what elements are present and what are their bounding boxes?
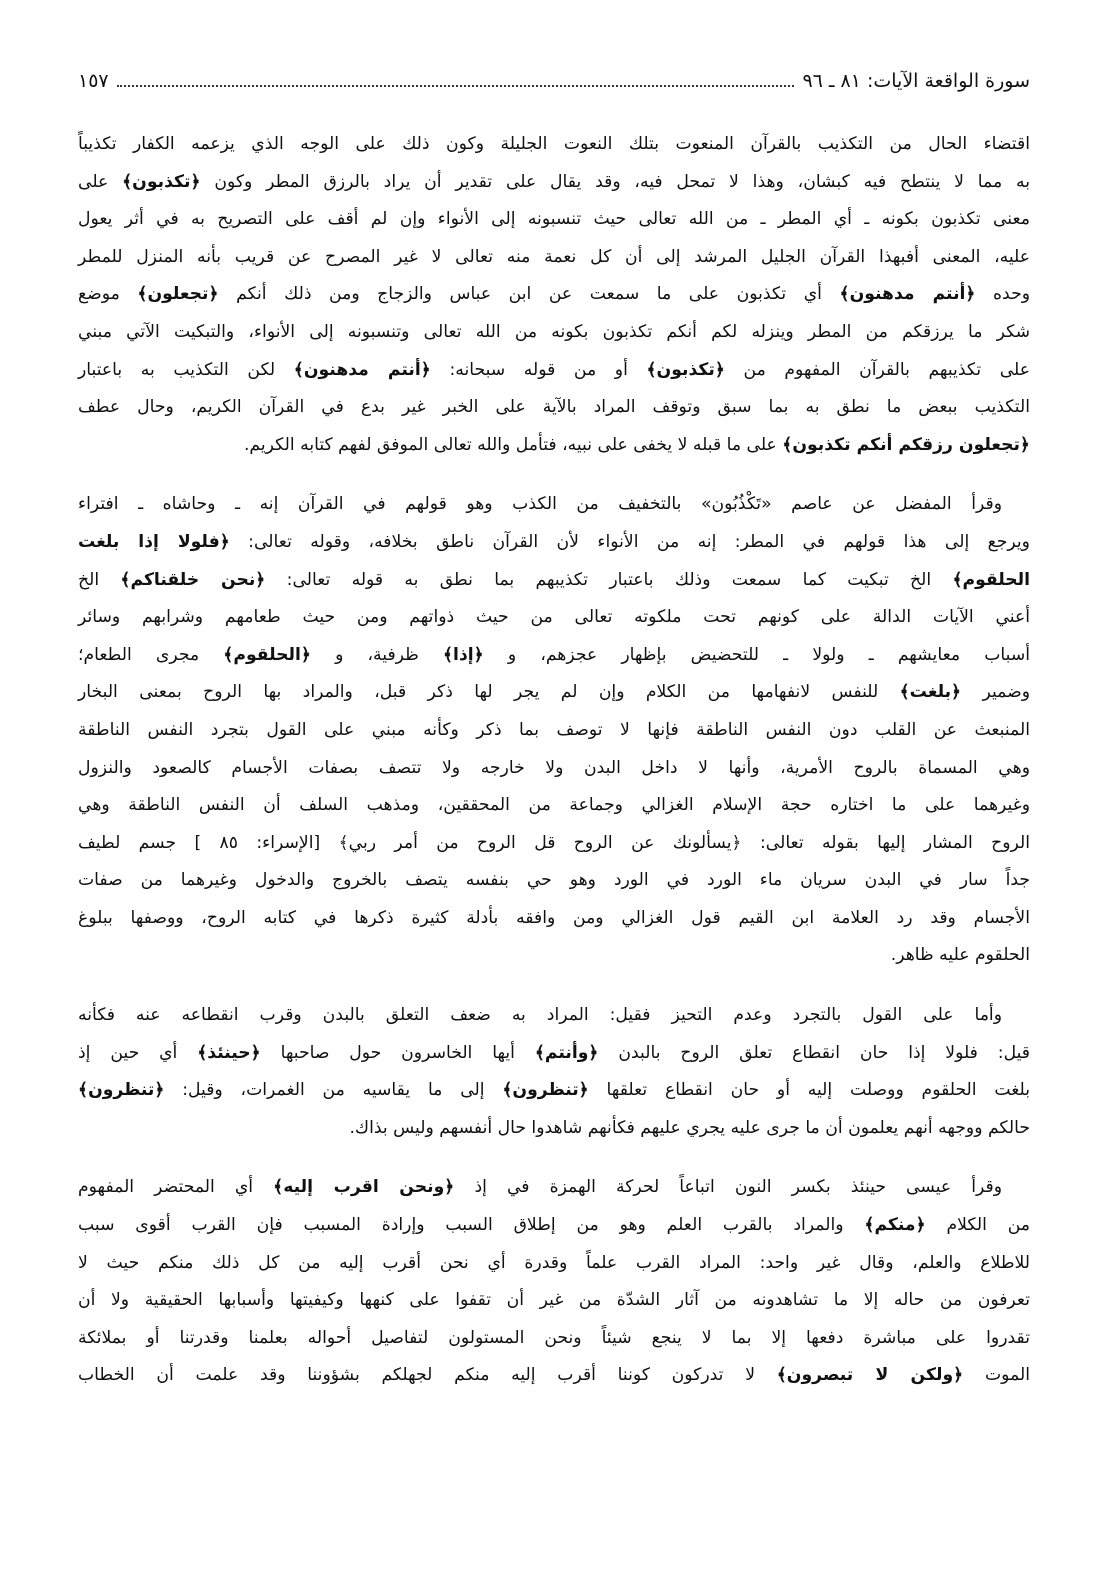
text-line <box>78 239 1030 277</box>
text-line <box>78 997 1030 1035</box>
text-segment: أو من قوله سبحانه: <box>430 359 647 380</box>
text-segment: على <box>78 171 123 192</box>
text-segment: ويرجع إلى هذا قولهم في المطر: إنه من الأنواء لأن القرآن ناطق بخلافه، وقوله تعالى: <box>229 531 1030 552</box>
text-segment: وهي المسماة بالروح الأمرية، وأنها لا داخل البدن ولا خارجه ولا تتصف بصفات الأجسام كالصعود والنزول <box>78 757 1030 778</box>
text-line <box>78 276 1030 314</box>
text-segment: الروح المشار إليها بقوله تعالى: ﴿يسألونك عن الروح قل الروح من أمر ربي﴾ [الإسراء: ٨٥ ] جسم لطيف <box>78 832 1030 853</box>
text-segment: معنى تكذبون بكونه ـ أي المطر ـ من الله تعالى حيث تنسبونه إلى الأنواء وإن لم أقف على التصريح به في أثر يعول <box>78 209 1030 230</box>
text-segment: على تكذيبهم بالقرآن المفهوم من <box>724 359 1030 380</box>
text-line <box>78 825 1030 863</box>
text-segment: تعرفون من حاله إلا ما تشاهدونه من آثار الشدّة من غير أن تقفوا على كنهها وكيفيتها وأسبابها الحقيقية ولا أن <box>78 1290 1030 1311</box>
text-line <box>78 1207 1030 1245</box>
text-segment: من الكلام <box>925 1215 1031 1236</box>
quran-quote: ﴿تكذبون﴾ <box>122 171 201 192</box>
text-segment: وضمير <box>961 682 1031 703</box>
text-segment: عليه، المعنى أفبهذا القرآن الجليل المرشد إلى أن كل نعمة منه تعالى لا غير المصرح عن قريب بأنه المنزل للمطر <box>78 246 1030 267</box>
quran-quote: ﴿تنظرون﴾ <box>78 1080 165 1101</box>
quran-quote: ﴿وأنتم﴾ <box>534 1042 599 1063</box>
text-segment: مجرى الطعام؛ <box>78 644 224 665</box>
text-segment: قيل: فلولا إذا حان انقطاع تعلق الروح بالبدن <box>598 1042 1030 1063</box>
paragraph <box>78 1169 1030 1395</box>
quran-quote: ﴿تجعلون رزقكم أنكم تكذبون﴾ <box>782 434 1030 455</box>
text-segment: الخ تبكيت كما سمعت وذلك باعتبار تكذيبهم بما نطق به قوله تعالى: <box>265 569 953 590</box>
text-line <box>78 427 1030 465</box>
text-segment: أيها الخاسرون حول صاحبها <box>260 1042 535 1063</box>
text-segment: به مما لا ينتطح فيه كبشان، وهذا لا تمحل فيه، وقد يقال على تقدير أن يراد بالرزق المطر وكون <box>200 171 1030 192</box>
text-segment: المنبعث عن القلب دون النفس الناطقة فإنها لا توصف بما ذكر وكأنه مبني على القول بتجرد النفس الناطقة <box>78 719 1030 740</box>
text-line <box>78 1072 1030 1110</box>
text-segment: أسباب معايشهم ـ ولولا ـ للتحضيض بإظهار عجزهم، و <box>483 644 1030 665</box>
text-line <box>78 712 1030 750</box>
text-segment: حالكم ووجهه أنهم يعلمون أن ما جرى عليه يجري عليهم فكأنهم شاهدوا حال أنفسهم وليس بذاك. <box>349 1117 1030 1138</box>
text-segment: أي حين إذ <box>78 1042 198 1063</box>
paragraph <box>78 486 1030 975</box>
text-segment: الموت <box>963 1365 1030 1386</box>
quran-quote: ﴿ونحن اقرب إليه﴾ <box>273 1177 455 1198</box>
quran-quote: ﴿تجعلون﴾ <box>137 284 219 305</box>
text-segment: والمراد بالقرب العلم وهو من إطلاق السبب وإرادة المسبب فإن القرب أقوى سبب <box>78 1215 865 1236</box>
page-number: ١٥٧ <box>78 70 109 92</box>
text-segment: الحلقوم عليه ظاهر. <box>890 945 1030 966</box>
quran-quote: ﴿أنتم مدهنون﴾ <box>839 284 976 305</box>
text-segment: الأجسام وقد رد العلامة ابن القيم قول الغزالي ومن وافقه بأدلة كثيرة ذكرها في كتابه الروح، ووصفها ببلوغ <box>78 907 1030 928</box>
quran-quote: ﴿ولكن لا تبصرون﴾ <box>776 1365 964 1386</box>
text-line <box>78 862 1030 900</box>
text-line <box>78 1035 1030 1073</box>
text-segment: الخ <box>78 569 121 590</box>
text-segment: أعني الآيات الدالة على كونهم تحت ملكوته تعالى من حيث ذواتهم ومن حيث طعامهم وشرابهم وسائر <box>78 607 1030 628</box>
header-dot-leader <box>117 85 795 87</box>
quran-quote: ﴿الحلقوم﴾ <box>223 644 311 665</box>
text-segment: وقرأ عيسى حينئذ بكسر النون اتباعاً لحركة الهمزة في إذ <box>454 1177 1002 1198</box>
text-segment: لا تدركون كوننا أقرب إليه منكم لجهلكم بشؤوننا وقد علمت أن الخطاب <box>78 1365 777 1386</box>
text-segment: وأما على القول بالتجرد وعدم التحيز فقيل: المراد به ضعف التعلق بالبدن وقرب انقطاعه عنه فكأنه <box>78 1005 1002 1026</box>
text-line <box>78 126 1030 164</box>
text-line <box>78 164 1030 202</box>
text-segment: تقدروا على مباشرة دفعها إلا بما لا ينجع شيئاً ونحن المستولون لتفاصيل أحواله بعلمنا وقدرتنا أو بملائكة <box>78 1327 1030 1348</box>
text-segment: أي تكذبون على ما سمعت عن ابن عباس والزجاج ومن ذلك أنكم <box>218 284 840 305</box>
quran-quote: ﴿إذا﴾ <box>442 644 484 665</box>
text-segment: وقرأ المفضل عن عاصم «تَكْذُبُون» بالتخفيف من الكذب وهو قولهم في القرآن إنه ـ وحاشاه ـ افتراء <box>78 494 1002 515</box>
text-line <box>78 1320 1030 1358</box>
text-segment: إلى ما يقاسيه من الغمرات، وقيل: <box>164 1080 503 1101</box>
text-line <box>78 486 1030 524</box>
text-line <box>78 201 1030 239</box>
text-line <box>78 352 1030 390</box>
quran-quote: ﴿أنتم مدهنون﴾ <box>293 359 431 380</box>
text-segment: وغيرهما على ما اختاره حجة الإسلام الغزالي وجماعة من المحققين، ومذهب السلف أن النفس الناطقة وهي <box>78 795 1030 816</box>
text-line <box>78 674 1030 712</box>
text-line <box>78 562 1030 600</box>
text-segment: شكر ما يرزقكم من المطر وينزله لكم أنكم تكذبون بكونه من الله تعالى وتنسبونه إلى الأنواء، والتبكيت الآتي مبني <box>78 321 1030 342</box>
paragraph <box>78 126 1030 464</box>
header-title: سورة الواقعة الآيات: ٨١ ـ ٩٦ <box>802 70 1030 92</box>
text-segment: بلغت الحلقوم ووصلت إليه أو حان انقطاع تعلقها <box>588 1080 1030 1101</box>
text-line <box>78 1245 1030 1283</box>
text-segment: التكذيب ببعض ما نطق به بما سبق وتوقف المراد بالآية على الخبر غير بدع في القرآن الكريم، وحال عطف <box>78 397 1030 418</box>
page-body <box>78 126 1030 1395</box>
text-segment: ظرفية، و <box>310 644 443 665</box>
text-line <box>78 389 1030 427</box>
text-segment: اقتضاء الحال من التكذيب بالقرآن المنعوت بتلك النعوت الجليلة وكون ذلك على الوجه الذي يزعمه الكفار تكذيباً <box>78 134 1030 154</box>
text-segment: أي المحتضر المفهوم <box>78 1177 274 1198</box>
quran-quote: ﴿بلغت﴾ <box>899 682 962 703</box>
text-line <box>78 787 1030 825</box>
text-segment: للنفس لانفهامها من الكلام وإن لم يجر لها ذكر قبل، والمراد بها الروح بمعنى البخار <box>78 682 900 703</box>
text-segment: على ما قبله لا يخفى على نبيه، فتأمل والله تعالى الموفق لفهم كتابه الكريم. <box>243 434 783 455</box>
text-line <box>78 524 1030 562</box>
text-line <box>78 937 1030 975</box>
text-line <box>78 1357 1030 1395</box>
quran-quote: ﴿تكذبون﴾ <box>646 359 725 380</box>
paragraph <box>78 997 1030 1147</box>
text-segment: جداً سار في البدن سريان ماء الورد في الورد وهو حي بنفسه يتصف بالخروج والدخول وغيرهما من صفات <box>78 870 1030 891</box>
quran-quote: ﴿نحن خلقناكم﴾ <box>120 569 266 590</box>
text-line <box>78 1169 1030 1207</box>
quran-quote: الحلقوم﴾ <box>952 569 1030 590</box>
quran-quote: ﴿منكم﴾ <box>864 1215 926 1236</box>
quran-quote: ﴿فلولا إذا بلغت <box>78 531 230 552</box>
text-segment: للاطلاع والعلم، وقال غير واحد: المراد القرب علماً وقدرة أي نحن أقرب إليه من كل ذلك منكم حيث لا <box>78 1252 1030 1273</box>
text-line <box>78 637 1030 675</box>
text-line <box>78 1282 1030 1320</box>
text-line <box>78 314 1030 352</box>
text-line <box>78 1110 1030 1148</box>
quran-quote: ﴿حينئذ﴾ <box>197 1042 261 1063</box>
text-segment: وحده <box>975 284 1030 305</box>
text-line <box>78 750 1030 788</box>
quran-quote: ﴿تنظرون﴾ <box>502 1080 589 1101</box>
text-line <box>78 900 1030 938</box>
running-header <box>78 70 1030 106</box>
book-page <box>78 70 1030 1417</box>
text-line <box>78 599 1030 637</box>
text-segment: لكن التكذيب به باعتبار <box>78 359 294 380</box>
text-segment: موضع <box>78 284 138 305</box>
